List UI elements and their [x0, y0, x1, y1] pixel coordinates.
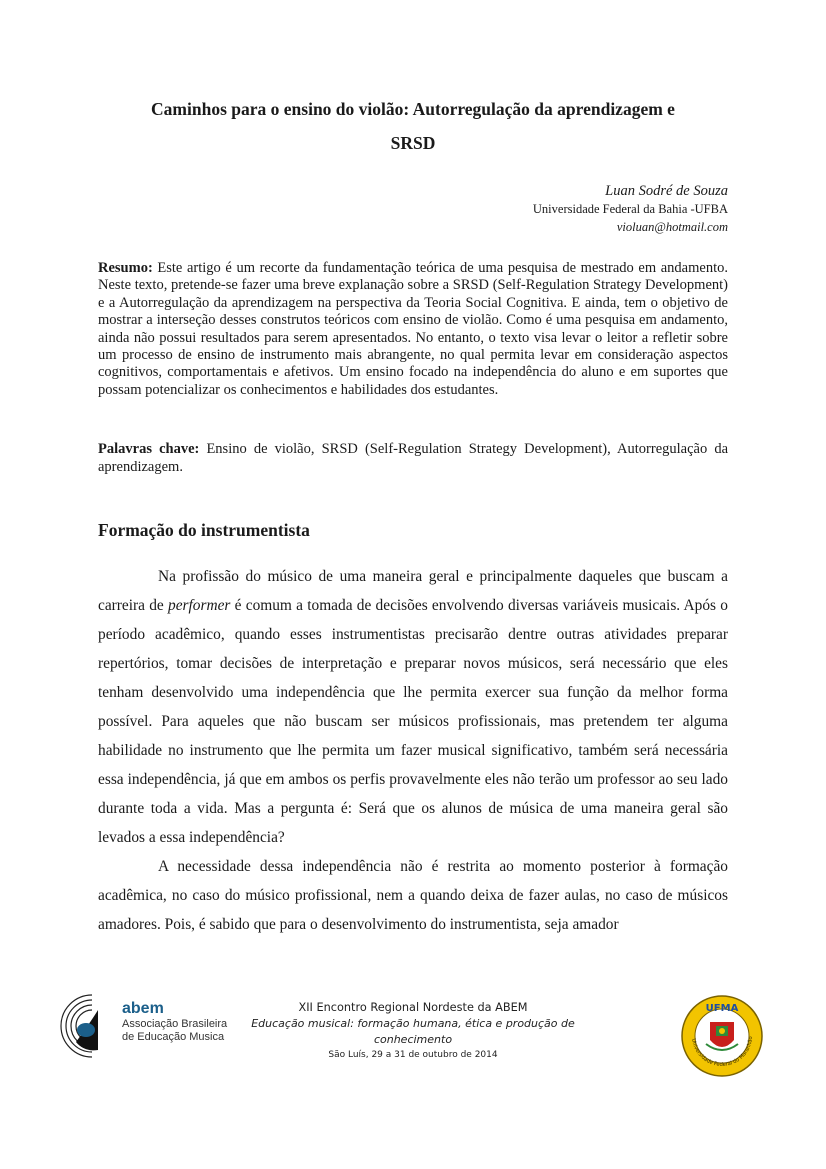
author-institution: Universidade Federal da Bahia -UFBA: [532, 202, 728, 216]
svg-text:Universidade Federal do Maranh: Universidade Federal do Maranhão: [690, 1036, 755, 1069]
abstract: [98, 260, 728, 399]
footer-event-theme: Educação musical: formação humana, ética e produção de conhecimento: [251, 1017, 575, 1046]
ufma-seal-icon: [680, 994, 764, 1078]
svg-text:UFMA: UFMA: [705, 1003, 739, 1014]
author-block: [533, 182, 728, 236]
paper-title-line2: SRSD: [390, 133, 436, 153]
paragraph-1-text-a: Na profissão do músico de uma maneira geral e principalmente daqueles que buscam a carreira de: [98, 568, 728, 614]
abstract-label: Resumo:: [98, 260, 153, 276]
abem-logo-word: abem: [122, 1000, 164, 1017]
body-text: [98, 562, 728, 939]
body-paragraph-2: A necessidade dessa independência não é restrita ao momento posterior à formação acadêmica, no caso do músico profissional, nem a quando deixa de fazer aulas, no caso de músicos amadores. Pois, é sabido que para o desenvolvimento do instrumentista, seja amador: [98, 858, 728, 933]
paper-title-line1: Caminhos para o ensino do violão: Autorregulação da aprendizagem e: [151, 99, 675, 119]
page-footer: [0, 990, 826, 1100]
section-heading: Formação do instrumentista: [98, 520, 310, 540]
keywords-text: Ensino de violão, SRSD (Self-Regulation Strategy Development), Autorregulação da aprendizagem.: [98, 441, 729, 475]
paper-title: [98, 92, 728, 160]
abem-logo-line1: Associação Brasileira: [122, 1018, 228, 1030]
body-paragraph-1: [98, 562, 728, 852]
footer-event-name: XII Encontro Regional Nordeste da ABEM: [298, 1001, 528, 1014]
abstract-text: Este artigo é um recorte da fundamentação teórica de uma pesquisa de mestrado em andamento. Neste texto, pretende-se fazer uma breve explanação sobre a SRSD (Self-Regulation Strategy Development) e a Autorregulação da aprendizagem na perspectiva da Teoria Social Cognitiva. E ainda, tem o objetivo de mostrar a interseção desses construtos teóricos com ensino de violão. Como é uma pesquisa em andamento, ainda não possui resultados para serem apresentados. No entanto, o texto visa levar o leitor a refletir sobre um processo de ensino de instrumento mais abrangente, no qual permita levar em consideração aspectos cognitivos, comportamentais e afetivos. Um ensino focado na independência do aluno e em suportes que possam potencializar os conhecimentos e habilidades dos estudantes.: [98, 260, 728, 398]
keywords: [98, 440, 728, 476]
author-name: Luan Sodré de Souza: [605, 183, 728, 199]
abem-emblem-icon: [58, 990, 122, 1060]
footer-event-info: [213, 1000, 613, 1062]
paragraph-1-italic-term: performer: [168, 597, 231, 614]
keywords-label: Palavras chave:: [98, 441, 200, 457]
author-email: violuan@hotmail.com: [616, 220, 728, 234]
paragraph-1-text-b: é comum a tomada de decisões envolvendo diversas variáveis musicais. Após o período acadêmico, quando esses instrumentistas precisarão dentre outras atividades preparar repertórios, tomar decisões de interpretação e preparar novos músicos, será necessário que eles tenham desenvolvido uma independência que lhe permita exercer sua função da melhor forma possível. Para aqueles que não buscam ser músicos profissionais, mas pretendem ter alguma habilidade no instrumento que lhe permita um fazer musical significativo, também será necessária essa independência, já que em ambos os perfis provavelmente eles não terão um professor ao seu lado durante toda a vida. Mas a pergunta é: Será que os alunos de música de uma maneira geral são levados a essa independência?: [98, 597, 728, 846]
footer-event-date: São Luís, 29 a 31 de outubro de 2014: [328, 1050, 498, 1060]
abem-logo-text: [122, 1000, 227, 1044]
abem-logo-line2: de Educação Musica: [122, 1031, 225, 1043]
